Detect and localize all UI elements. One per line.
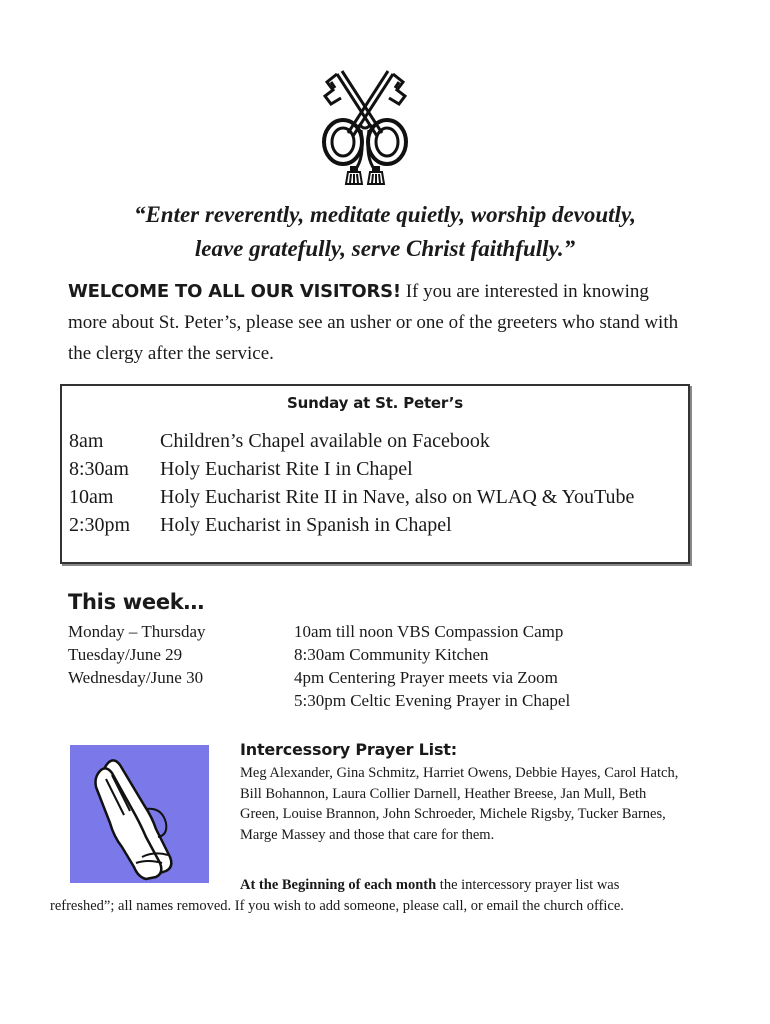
intercessory-prayer-title: Intercessory Prayer List: [240, 740, 457, 759]
note-lead: At the Beginning of each month [240, 877, 437, 893]
schedule-description: Children’s Chapel available on Facebook [160, 430, 490, 452]
schedule-time: 8am [69, 430, 104, 452]
schedule-description: Holy Eucharist Rite II in Nave, also on WLAQ & YouTube [160, 486, 635, 508]
schedule-time: 10am [69, 486, 114, 508]
week-day: Wednesday/June 30 [68, 668, 204, 687]
week-event: 5:30pm Celtic Evening Prayer in Chapel [294, 691, 571, 710]
intercessory-prayer-note [50, 875, 680, 916]
sunday-schedule-box [60, 384, 690, 564]
welcome-body: If you are interested in knowing more about St. Peter’s, please see an usher or one of the greeters who stand with the clergy after the service. [68, 281, 679, 364]
quote-line-2: leave gratefully, serve Christ faithfully.” [194, 236, 576, 261]
schedule-description: Holy Eucharist Rite I in Chapel [160, 458, 413, 480]
quote-line-1: “Enter reverently, meditate quietly, worship devoutly, [133, 202, 637, 227]
opening-quote [40, 198, 730, 266]
week-day: Tuesday/June 29 [68, 645, 183, 664]
sunday-schedule-title: Sunday at St. Peter’s [287, 394, 463, 412]
week-day: Monday – Thursday [68, 622, 206, 641]
schedule-time: 8:30am [69, 458, 129, 480]
week-event: 4pm Centering Prayer meets via Zoom [294, 668, 558, 687]
crossed-keys-icon [315, 62, 415, 186]
note-body: the intercessory prayer list was refreshed”; all names removed. If you wish to add someone, please call, or email the church office. [50, 877, 624, 914]
welcome-heading: WELCOME TO ALL OUR VISITORS! [68, 281, 401, 302]
schedule-description: Holy Eucharist in Spanish in Chapel [160, 514, 452, 536]
schedule-time: 2:30pm [69, 514, 131, 536]
week-event: 8:30am Community Kitchen [294, 645, 489, 664]
this-week-heading: This week… [68, 590, 205, 614]
intercessory-prayer-names: Meg Alexander, Gina Schmitz, Harriet Owens, Debbie Hayes, Carol Hatch, Bill Bohannon, Laura Collier Darnell, Heather Breese, Jan Mull, Beth Green, Louise Brannon, John Schroeder, Michele Rigsby, Tucker Barnes, Marge Massey and those that care for them. [240, 765, 679, 843]
welcome-paragraph [68, 276, 688, 369]
week-event: 10am till noon VBS Compassion Camp [294, 622, 564, 641]
praying-hands-icon [70, 745, 209, 883]
